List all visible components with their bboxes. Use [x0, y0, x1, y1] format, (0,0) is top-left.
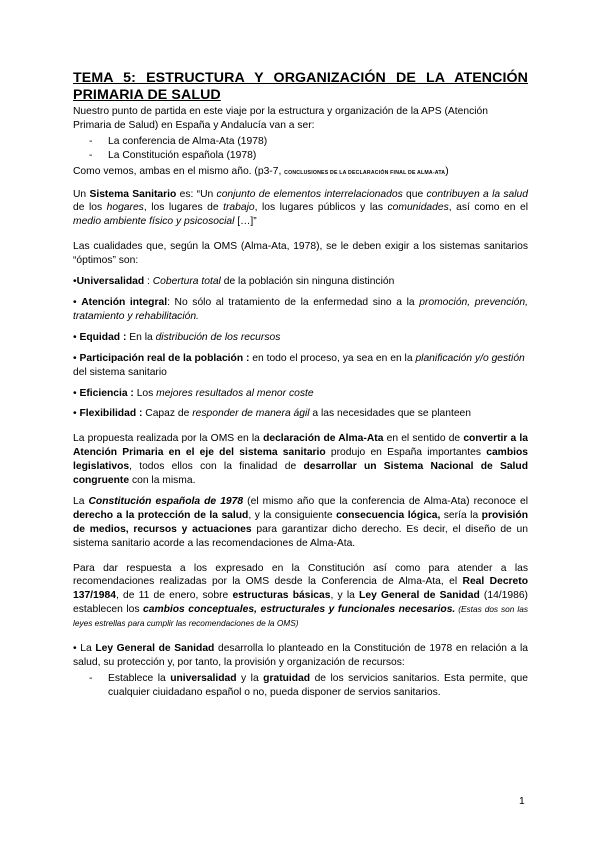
intro-paragraph: Nuestro punto de partida en este viaje por la estructura y organización de la APS (Atención Primaria de Salud) en España y Andalucía van a ser: [73, 106, 488, 131]
quality-flexibilidad: • Flexibilidad : Capaz de responder de manera ágil a las necesidades que se planteen [73, 408, 471, 420]
quality-equidad: • Equidad : En la distribución de los recursos [73, 331, 281, 343]
list-item: - La conferencia de Alma-Ata (1978) [73, 135, 528, 149]
quality-universalidad: •Universalidad : Cobertura total de la población sin ninguna distinción [73, 276, 395, 288]
list-item: - Establece la universalidad y la gratuidad de los servicios sanitarios. Esta permite, que cualquier ciuidadano español o no, pueda disponer de servios sanitarios. [73, 672, 528, 700]
definition-paragraph: Un Sistema Sanitario es: “Un conjunto de elementos interrelacionados que contribuyen a la salud de los hogares, los lugares de trabajo, los lugares públicos y las comunidades, así como en el medio ambiente físico y psicosocial […]” [73, 188, 529, 228]
quality-atencion-integral: • Atención integral: No sólo al tratamiento de la enfermedad sino a la promoción, prevención, tratamiento y rehabilitación. [73, 296, 528, 322]
qualities-intro: Las cualidades que, según la OMS (Alma-Ata, 1978), se le deben exigir a los sistemas sanitarios “óptimos” son: [73, 241, 528, 267]
document-page [73, 70, 528, 702]
conclusions-reference: CONCLUSIONES DE LA DECLARACIÓN FINAL DE ALMA-ATA [284, 169, 446, 176]
lgs-list [73, 672, 528, 700]
constitution-paragraph: La Constitución española de 1978 (el mismo año que la conferencia de Alma-Ata) reconoce el derecho a la protección de la salud, y la consiguiente consecuencia lógica, sería la provisión de medios, recursos y actuaciones para garantizar dicho derecho. Es decir, el diseño de un sistema sanitario acorde a las recomendaciones de Alma-Ata. [73, 495, 528, 549]
intro-list [73, 135, 528, 163]
quality-eficiencia: • Eficiencia : Los mejores resultados al menor coste [73, 387, 314, 399]
response-note: (Estas dos son las leyes estrellas para cumplir las recomendaciones de la OMS) [73, 604, 528, 629]
term-sistema-sanitario: Sistema Sanitario [89, 188, 177, 200]
intro-note: Como vemos, ambas en el mismo año. (p3-7, CONCLUSIONES DE LA DECLARACIÓN FINAL DE ALMA-ATA) [73, 165, 449, 177]
oms-proposal-paragraph: La propuesta realizada por la OMS en la declaración de Alma-Ata en el sentido de convertir a la Atención Primaria en el eje del sistema sanitario produjo en España importantes cambios legislativos, todos ellos con la finalidad de desarrollar un Sistema Nacional de Salud congruente con la misma. [73, 433, 528, 487]
list-item: - La Constitución española (1978) [73, 149, 528, 163]
page-number: 1 [519, 796, 525, 807]
page-title: TEMA 5: ESTRUCTURA Y ORGANIZACIÓN DE LA ATENCIÓN PRIMARIA DE SALUD [73, 70, 528, 103]
lgs-paragraph: • La Ley General de Sanidad desarrolla lo planteado en la Constitución de 1978 en relación a la salud, su protección y, por tanto, la provisión y organización de recursos: [73, 643, 529, 668]
response-paragraph: Para dar respuesta a los expresado en la Constitución así como para atender a las recomendaciones realizadas por la OMS desde la Conferencia de Alma-Ata, el Real Decreto 137/1984, de 11 de enero, sobre estructuras básicas, y la Ley General de Sanidad (14/1986) establecen los cambios conceptuales, estructurales y funcionales necesarios. (Estas dos son las leyes estrellas para cumplir las recomendaciones de la OMS) [73, 562, 528, 629]
quality-participacion: • Participación real de la población : en todo el proceso, ya sea en en la planificación y/o gestión del sistema sanitario [73, 352, 525, 378]
